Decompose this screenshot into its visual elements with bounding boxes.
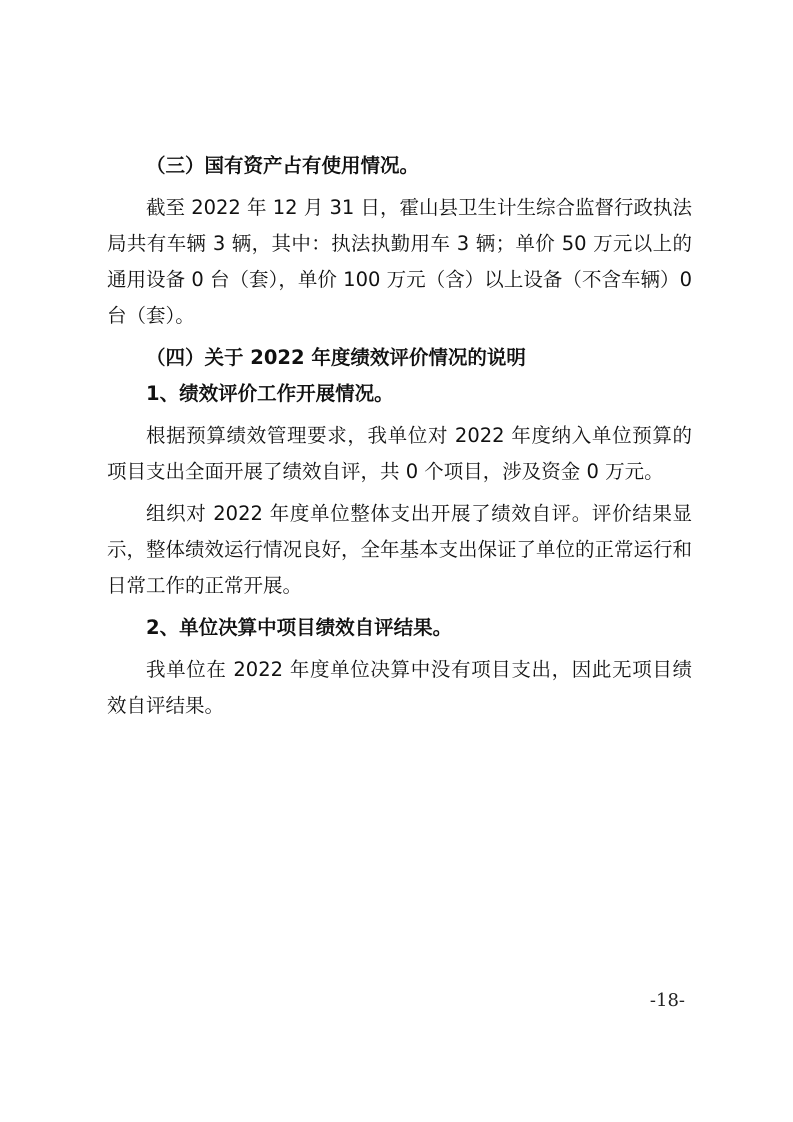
subsection-1-paragraph-2: 组织对 2022 年度单位整体支出开展了绩效自评。评价结果显示，整体绩效运行情况良好，全年基本支出保证了单位的正常运行和日常工作的正常开展。 — [107, 502, 693, 597]
performance-heading: （四）关于 2022 年度绩效评价情况的说明 — [146, 346, 526, 369]
assets-heading: （三）国有资产占有使用情况。 — [146, 154, 420, 177]
subsection-1-heading: 1、绩效评价工作开展情况。 — [146, 382, 394, 405]
subsection-2-heading: 2、单位决算中项目绩效自评结果。 — [146, 616, 453, 639]
subsection-2-paragraph: 我单位在 2022 年度单位决算中没有项目支出，因此无项目绩效自评结果。 — [107, 658, 692, 717]
assets-paragraph: 截至 2022 年 12 月 31 日，霍山县卫生计生综合监督行政执法局共有车辆 3 辆，其中：执法执勤用车 3 辆；单价 50 万元以上的通用设备 0 台（套），单价 100 万元（含）以上设备（不含车辆）0 台（套）。 — [107, 196, 692, 327]
subsection-1-paragraph-1: 根据预算绩效管理要求，我单位对 2022 年度纳入单位预算的项目支出全面开展了绩效自评，共 0 个项目，涉及资金 0 万元。 — [107, 424, 692, 483]
page-content — [107, 148, 692, 724]
page-number: -18- — [649, 990, 685, 1011]
